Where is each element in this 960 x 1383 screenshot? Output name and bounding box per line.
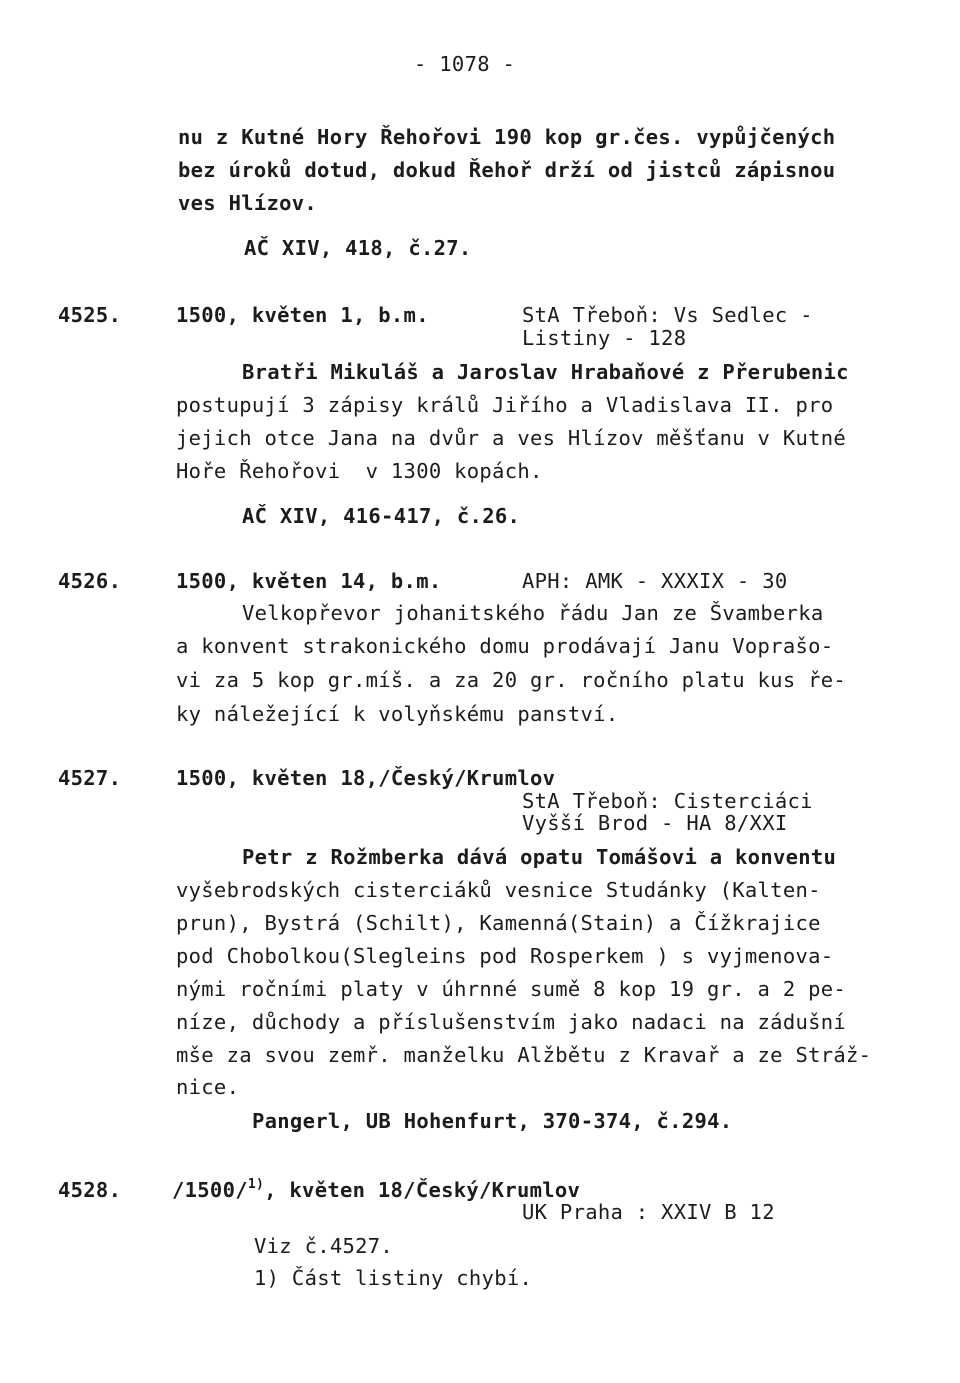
entry-reference: AČ XIV, 416-417, č.26. bbox=[242, 504, 521, 528]
continuation-line: bez úroků dotud, dokud Řehoř drží od jistců zápisnou bbox=[178, 158, 836, 182]
entry-text-line: vyšebrodských cisterciáků vesnice Studánky (Kalten- bbox=[176, 878, 821, 902]
entry-text-line: vi za 5 kop gr.míš. a za 20 gr. ročního platu kus ře- bbox=[176, 668, 847, 692]
entry-archive: Vyšší Brod - HA 8/XXI bbox=[522, 811, 788, 835]
page-number: - 1078 - bbox=[414, 52, 516, 76]
entry-text-line: Hoře Řehořovi v 1300 kopách. bbox=[176, 459, 543, 483]
entry-text-line: pod Chobolkou(Slegleins pod Rosperkem ) s vyjmenova- bbox=[176, 944, 834, 968]
entry-archive: APH: AMK - XXXIX - 30 bbox=[522, 569, 788, 593]
entry-text-line: nými ročními platy v úhrnné sumě 8 kop 19 gr. a 2 pe- bbox=[176, 977, 847, 1001]
entry-text-line: níze, důchody a příslušenstvím jako nadaci na zádušní bbox=[176, 1010, 847, 1034]
entry-text-line: ky náležející k volyňskému panství. bbox=[176, 702, 619, 726]
entry-archive: UK Praha : XXIV B 12 bbox=[522, 1200, 775, 1224]
entry-date: 1500, květen 18,/Český/Krumlov bbox=[176, 766, 556, 790]
entry-text-line: nice. bbox=[176, 1075, 240, 1099]
entry-text-line: prun), Bystrá (Schilt), Kamenná(Stain) a Čížkrajice bbox=[176, 911, 821, 935]
footnote: 1) Část listiny chybí. bbox=[254, 1266, 533, 1290]
entry-date-rest: , květen 18/Český/Krumlov bbox=[264, 1178, 581, 1202]
entry-text-line: Bratři Mikuláš a Jaroslav Hrabaňové z Přerubenic bbox=[242, 360, 849, 384]
continuation-line: nu z Kutné Hory Řehořovi 190 kop gr.čes. vypůjčených bbox=[178, 125, 836, 149]
entry-number: 4526. bbox=[58, 569, 122, 593]
entry-date bbox=[172, 1177, 581, 1202]
entry-text-line: a konvent strakonického domu prodávají Janu Voprašo- bbox=[176, 634, 834, 658]
entry-date-year: /1500/ bbox=[172, 1178, 248, 1202]
entry-text-line: Petr z Rožmberka dává opatu Tomášovi a konventu bbox=[242, 845, 837, 869]
footnote-mark: 1) bbox=[247, 1177, 265, 1192]
continuation-reference: AČ XIV, 418, č.27. bbox=[244, 236, 472, 260]
entry-archive: StA Třeboň: Cisterciáci bbox=[522, 789, 813, 813]
entry-text-line: mše za svou zemř. manželku Alžbětu z Kravař a ze Stráž- bbox=[176, 1043, 872, 1067]
entry-text-line: Viz č.4527. bbox=[254, 1234, 394, 1258]
entry-text-line: postupují 3 zápisy králů Jiřího a Vladislava II. pro bbox=[176, 393, 834, 417]
entry-date: 1500, květen 1, b.m. bbox=[176, 303, 429, 327]
entry-text-line: Velkopřevor johanitského řádu Jan ze Švamberka bbox=[242, 601, 824, 625]
entry-number: 4527. bbox=[58, 766, 122, 790]
entry-number: 4528. bbox=[58, 1178, 122, 1202]
entry-date: 1500, květen 14, b.m. bbox=[176, 569, 442, 593]
continuation-line: ves Hlízov. bbox=[178, 191, 318, 215]
entry-archive: Listiny - 128 bbox=[522, 326, 687, 350]
entry-reference: Pangerl, UB Hohenfurt, 370-374, č.294. bbox=[252, 1109, 733, 1133]
entry-text-line: jejich otce Jana na dvůr a ves Hlízov měšťanu v Kutné bbox=[176, 426, 847, 450]
entry-number: 4525. bbox=[58, 303, 122, 327]
entry-archive: StA Třeboň: Vs Sedlec - bbox=[522, 303, 813, 327]
